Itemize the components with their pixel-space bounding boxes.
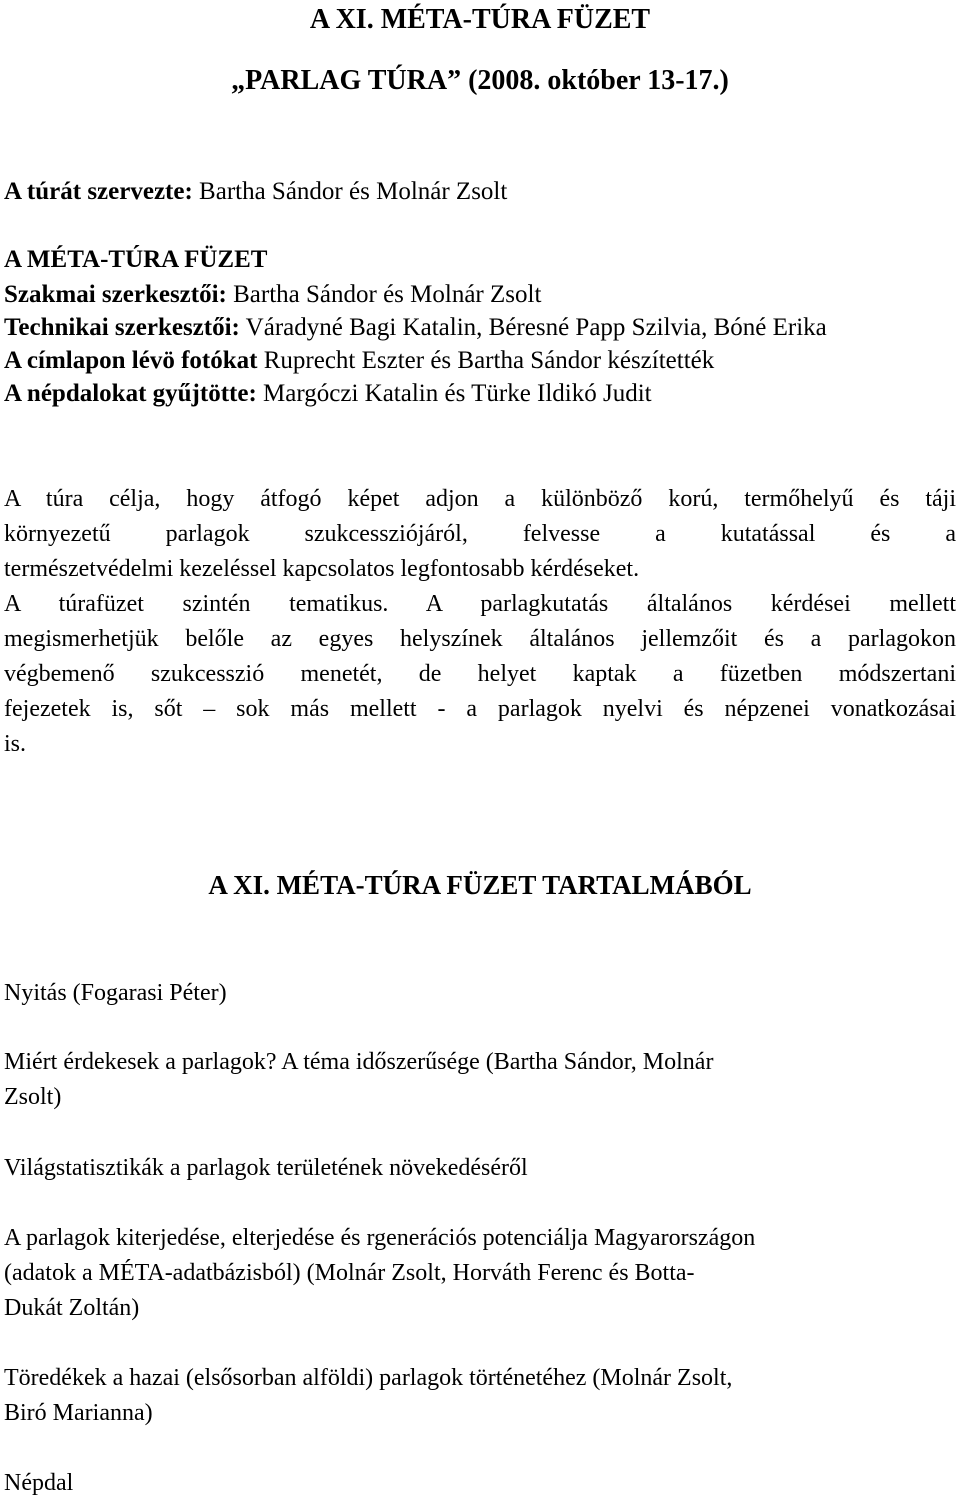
toc-entry	[4, 1466, 954, 1501]
toc-entry	[4, 1361, 954, 1431]
credit-value: Váradyné Bagi Katalin, Béresné Papp Szilvia, Bóné Erika	[239, 314, 827, 341]
organizers-value: Bartha Sándor és Molnár Zsolt	[192, 178, 508, 205]
toc-entry-line: Biró Marianna)	[4, 1400, 153, 1426]
booklet-heading: A MÉTA-TÚRA FÜZET	[4, 246, 268, 273]
intro-paragraph	[4, 482, 956, 762]
paragraph-line: természetvédelmi kezeléssel kapcsolatos legfontosabb kérdéseket.	[4, 556, 640, 582]
toc-title: A XI. MÉTA-TÚRA FÜZET TARTALMÁBÓL	[208, 870, 752, 900]
paragraph-line: is.	[4, 731, 27, 757]
paragraph-line: megismerhetjük belőle az egyes helyszínek általános jellemzőit és a parlagokon	[4, 626, 956, 652]
toc-entry-line: Nyitás (Fogarasi Péter)	[4, 980, 227, 1006]
tour-subtitle: „PARLAG TÚRA” (2008. október 13-17.)	[231, 65, 729, 96]
toc-entry	[4, 1045, 954, 1115]
credit-line	[4, 378, 652, 410]
organizers-line	[4, 176, 507, 208]
credit-label: Szakmai szerkesztői:	[4, 281, 227, 308]
document-title: A XI. MÉTA-TÚRA FÜZET	[309, 4, 651, 35]
credit-value: Ruprecht Eszter és Bartha Sándor készítették	[257, 347, 715, 374]
credit-line	[4, 279, 541, 311]
toc-entry-line: Népdal	[4, 1470, 74, 1496]
toc-entry-line: Világstatisztikák a parlagok területének növekedéséről	[4, 1155, 528, 1181]
paragraph-line: A túrafüzet szintén tematikus. A parlagkutatás általános kérdései mellett	[4, 591, 956, 617]
organizers-label: A túrát szervezte:	[4, 178, 193, 205]
credit-label: Technikai szerkesztői:	[4, 314, 240, 341]
toc-entry-line: Dukát Zoltán)	[4, 1295, 140, 1321]
toc-entry-line: (adatok a MÉTA-adatbázisból) (Molnár Zsolt, Horváth Ferenc és Botta-	[4, 1260, 695, 1286]
credit-label: A népdalokat gyűjtötte:	[4, 380, 257, 407]
credit-value: Margóczi Katalin és Türke Ildikó Judit	[256, 380, 652, 407]
toc-entry-line: Miért érdekesek a parlagok? A téma időszerűsége (Bartha Sándor, Molnár	[4, 1049, 714, 1075]
credit-label: A címlapon lévö fotókat	[4, 347, 258, 374]
toc-entry	[4, 1221, 954, 1326]
credit-line	[4, 312, 827, 344]
credit-value: Bartha Sándor és Molnár Zsolt	[226, 281, 542, 308]
toc-entry	[4, 1151, 954, 1186]
paragraph-line: végbemenő szukcesszió menetét, de helyet kaptak a füzetben módszertani	[4, 661, 956, 687]
toc-entry-line: Töredékek a hazai (elsősorban alföldi) parlagok történetéhez (Molnár Zsolt,	[4, 1365, 733, 1391]
toc-entry	[4, 976, 954, 1011]
paragraph-line: A túra célja, hogy átfogó képet adjon a különböző korú, termőhelyű és táji	[4, 486, 956, 512]
credit-line	[4, 345, 714, 377]
toc-entry-line: Zsolt)	[4, 1084, 62, 1110]
toc-entry-line: A parlagok kiterjedése, elterjedése és rgenerációs potenciálja Magyarországon	[4, 1225, 756, 1251]
paragraph-line: fejezetek is, sőt – sok más mellett - a parlagok nyelvi és népzenei vonatkozásai	[4, 696, 956, 722]
paragraph-line: környezetű parlagok szukcessziójáról, felvesse a kutatással és a	[4, 521, 956, 547]
